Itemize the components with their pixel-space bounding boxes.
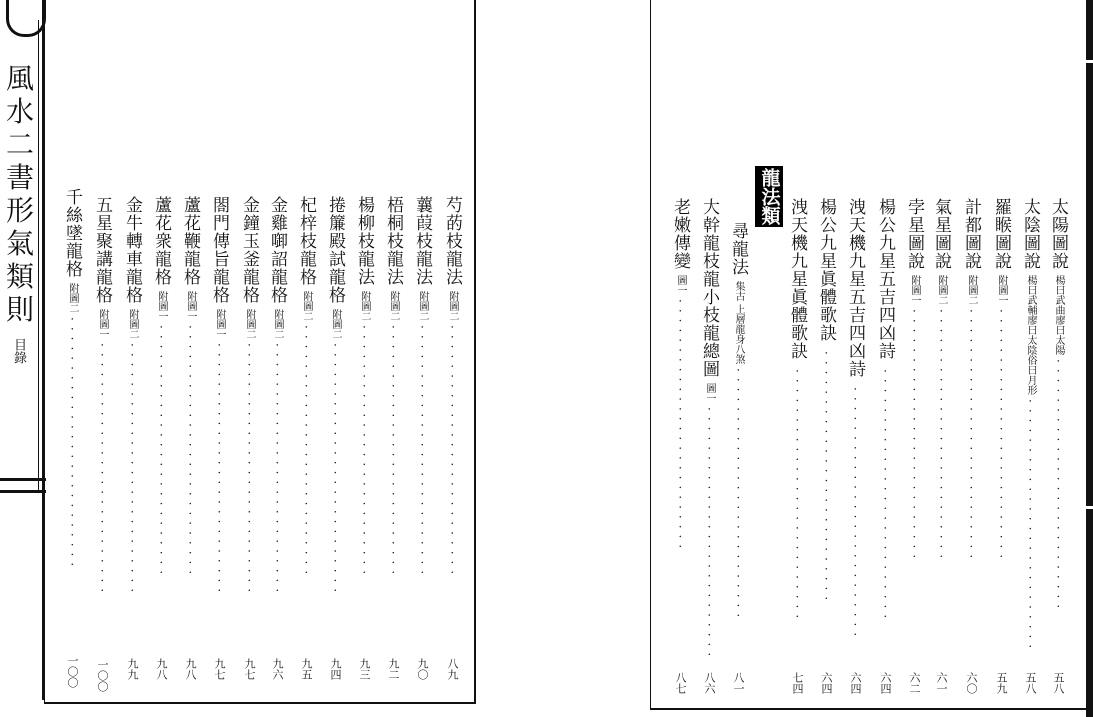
entry-page-number: 六一 xyxy=(935,672,948,694)
entry-note: 附圖二 xyxy=(127,309,138,339)
spine-title-char: 風 xyxy=(5,62,34,95)
entry-note: 附圖二 xyxy=(67,283,78,313)
dot-leader: ·························· xyxy=(65,317,79,573)
right-binding-strip xyxy=(1086,0,1093,717)
entry-page-number: 九六 xyxy=(271,658,284,680)
entry-title: 蘆花衆龍格 xyxy=(151,196,171,286)
entry-page-number: 九八 xyxy=(184,658,197,680)
entry-page-number: 九八 xyxy=(155,658,168,680)
toc-entry[interactable] xyxy=(353,196,375,680)
entry-page-number: 六二 xyxy=(908,672,921,694)
entry-title: 楊公九星五吉四凶詩 xyxy=(875,198,895,360)
corner-ornament xyxy=(6,0,46,37)
toc-entry[interactable] xyxy=(930,198,952,694)
toc-entry[interactable] xyxy=(874,198,896,694)
entry-page-number: 八六 xyxy=(703,672,716,694)
dot-leader: ·························· xyxy=(299,325,313,581)
toc-entry[interactable] xyxy=(179,196,201,680)
dot-leader: ·························· xyxy=(673,299,687,555)
section-heading xyxy=(755,166,783,227)
dot-leader: ·························· xyxy=(212,343,226,599)
toc-entry[interactable] xyxy=(411,196,433,680)
entry-page-number: 九五 xyxy=(300,658,313,680)
toc-entry[interactable] xyxy=(815,198,837,694)
dot-leader: ·························· xyxy=(1023,399,1037,655)
entry-note: 附圖二 xyxy=(388,291,399,321)
entry-page-number: 九三 xyxy=(358,658,371,680)
entry-title: 芍菂枝龍法 xyxy=(442,196,462,286)
dot-leader: ·························· xyxy=(445,325,459,581)
dot-leader: ·························· xyxy=(183,325,197,581)
toc-entry[interactable] xyxy=(903,198,925,694)
entry-title: 尋龍法 xyxy=(728,222,748,276)
entry-page-number: 六四 xyxy=(879,672,892,694)
entry-note: 楊曰武輔廖曰太陰俗曰月形 xyxy=(1025,275,1036,395)
entry-note: 附圖二 xyxy=(330,309,341,339)
dot-leader: ·························· xyxy=(790,369,804,625)
entry-note: 圖一 xyxy=(704,383,715,403)
entry-title: 閤門傳旨龍格 xyxy=(209,196,229,304)
dot-leader: ·························· xyxy=(819,351,833,607)
entry-page-number: 九四 xyxy=(329,658,342,680)
entry-page-number: 九七 xyxy=(243,658,256,680)
entry-page-number: 九七 xyxy=(213,658,226,680)
entry-note: 附圖二 xyxy=(417,291,428,321)
entry-page-number: 五九 xyxy=(995,672,1008,694)
entry-note: 附圖二 xyxy=(301,291,312,321)
dot-leader: ·························· xyxy=(878,369,892,625)
entry-note: 附圖一 xyxy=(185,291,196,321)
entry-page-number: 一〇〇 xyxy=(66,655,79,688)
entry-page-number: 五八 xyxy=(1052,672,1065,694)
entry-page-number: 六四 xyxy=(849,672,862,694)
left-binding-strip xyxy=(0,0,46,717)
toc-entry[interactable] xyxy=(990,198,1012,694)
toc-entry[interactable] xyxy=(208,196,230,680)
toc-entry[interactable] xyxy=(669,198,691,694)
entry-note: 附圖二 xyxy=(359,291,370,321)
entry-note: 集古 上層龍身八煞 xyxy=(733,281,744,365)
entry-title: 千絲墜龍格 xyxy=(62,188,82,278)
entry-page-number: 九二 xyxy=(387,658,400,680)
dot-leader: ·························· xyxy=(270,343,284,599)
entry-page-number: 九〇 xyxy=(416,658,429,680)
dot-leader: ·························· xyxy=(328,343,342,599)
dot-leader: ·························· xyxy=(95,343,109,599)
spine-title xyxy=(2,62,38,326)
entry-title: 金雞啣詔龍格 xyxy=(267,196,287,304)
entry-page-number: 八七 xyxy=(674,672,687,694)
entry-title: 蘆花鞭龍格 xyxy=(180,196,200,286)
entry-note: 附圖一 xyxy=(214,309,225,339)
entry-page-number: 八九 xyxy=(446,658,459,680)
entry-note: 附圖一 xyxy=(97,309,108,339)
entry-note: 附圖二 xyxy=(244,309,255,339)
entry-title: 洩天機九星眞體歌訣 xyxy=(787,198,807,360)
spine-title-char: 水 xyxy=(5,95,34,128)
entry-note: 附圖二 xyxy=(447,291,458,321)
entry-title: 五星聚講龍格 xyxy=(92,196,112,304)
spine-title-char: 則 xyxy=(5,293,34,326)
spine-band xyxy=(0,478,46,481)
dot-leader: ·························· xyxy=(702,407,716,663)
entry-title: 計都圖說 xyxy=(961,198,981,270)
dot-leader: ·························· xyxy=(242,343,256,599)
toc-entry[interactable] xyxy=(727,222,749,694)
entry-page-number: 七四 xyxy=(791,672,804,694)
entry-page-number: 一〇〇 xyxy=(96,659,109,692)
spine-section-label: 目錄 xyxy=(11,338,26,364)
entry-title: 洩天機九星五吉四凶詩 xyxy=(845,198,865,378)
dot-leader: ·························· xyxy=(415,325,429,581)
toc-entry[interactable] xyxy=(1047,198,1069,694)
toc-entry[interactable] xyxy=(266,196,288,680)
toc-entry[interactable] xyxy=(960,198,982,694)
dot-leader: ·························· xyxy=(934,309,948,565)
dot-leader: ·························· xyxy=(357,325,371,581)
entry-page-number: 五八 xyxy=(1024,672,1037,694)
entry-note: 圖一 xyxy=(675,275,686,295)
entry-title: 蘘葭枝龍法 xyxy=(412,196,432,286)
dot-leader: ·························· xyxy=(994,309,1008,565)
dot-leader: ·························· xyxy=(1051,359,1065,615)
dot-leader: ·························· xyxy=(964,309,978,565)
spine-title-char: 二 xyxy=(5,128,34,161)
entry-title: 大幹龍枝龍小枝龍總圖 xyxy=(699,198,719,378)
section-heading-text: 龍法類 xyxy=(758,168,781,225)
entry-title: 金鐘玉釜龍格 xyxy=(239,196,259,304)
entry-note: 附圖一 xyxy=(156,291,167,321)
entry-title: 金牛轉車龍格 xyxy=(122,196,142,304)
dot-leader: ·························· xyxy=(154,325,168,581)
entry-title: 梧桐枝龍法 xyxy=(383,196,403,286)
toc-entry[interactable] xyxy=(441,196,463,680)
toc-entry[interactable] xyxy=(382,196,404,680)
entry-note: 附圖一 xyxy=(909,275,920,305)
entry-title: 羅睺圖說 xyxy=(991,198,1011,270)
dot-leader: ·························· xyxy=(125,343,139,599)
entry-title: 杞梓枝龍格 xyxy=(296,196,316,286)
dot-leader: ·························· xyxy=(907,309,921,565)
toc-entry[interactable] xyxy=(238,196,260,680)
spine-title-char: 書 xyxy=(5,161,34,194)
toc-entry[interactable] xyxy=(150,196,172,680)
entry-page-number: 八一 xyxy=(732,672,745,694)
toc-entry[interactable] xyxy=(121,196,143,680)
entry-page-number: 六〇 xyxy=(965,672,978,694)
toc-entry[interactable] xyxy=(1019,198,1041,694)
toc-entry[interactable] xyxy=(786,198,808,694)
entry-title: 老嫩傳變 xyxy=(670,198,690,270)
entry-note: 楊曰武曲廖曰太陽 xyxy=(1053,275,1064,355)
entry-note: 附圖二 xyxy=(966,275,977,305)
entry-note: 附圖二 xyxy=(272,309,283,339)
entry-page-number: 六四 xyxy=(820,672,833,694)
entry-title: 捲簾殿試龍格 xyxy=(325,196,345,304)
toc-entry[interactable] xyxy=(324,196,346,680)
toc-entry[interactable] xyxy=(91,196,113,692)
entry-title: 孛星圖說 xyxy=(904,198,924,270)
toc-entry[interactable] xyxy=(698,198,720,694)
entry-title: 太陽圖說 xyxy=(1048,198,1068,270)
dot-leader: ·························· xyxy=(386,325,400,581)
dot-leader: ·························· xyxy=(848,387,862,643)
toc-entry[interactable] xyxy=(295,196,317,680)
spine-band xyxy=(0,490,46,493)
toc-entry[interactable] xyxy=(61,188,83,688)
entry-note: 附圖一 xyxy=(996,275,1007,305)
dot-leader: ·························· xyxy=(731,368,745,624)
entry-title: 太陰圖說 xyxy=(1020,198,1040,270)
entry-page-number: 九九 xyxy=(126,658,139,680)
toc-entry[interactable] xyxy=(844,198,866,694)
spine-title-char: 形 xyxy=(5,194,34,227)
entry-title: 楊柳枝龍法 xyxy=(354,196,374,286)
spine-title-char: 類 xyxy=(5,260,34,293)
entry-title: 楊公九星眞體歌訣 xyxy=(816,198,836,342)
entry-note: 附圖二 xyxy=(936,275,947,305)
spine-title-char: 氣 xyxy=(5,227,34,260)
spine-inner-rule xyxy=(38,20,39,490)
entry-title: 氣星圖說 xyxy=(931,198,951,270)
